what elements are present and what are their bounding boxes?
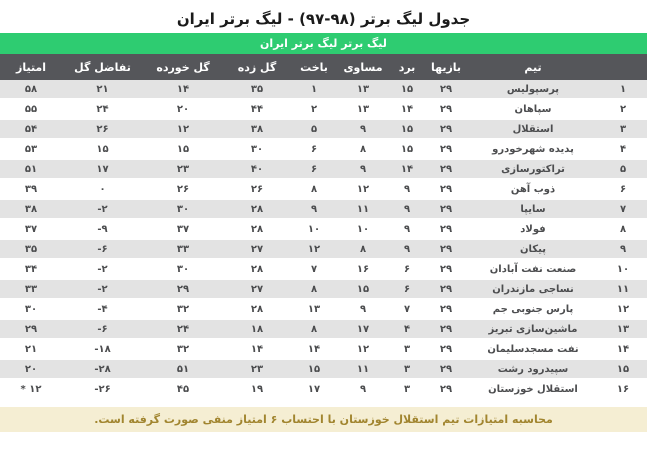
table-row — [0, 179, 647, 199]
goal-diff-cell: -۲۶ — [62, 379, 143, 399]
goals-against-cell: ۲۹ — [143, 279, 223, 299]
goals-against-cell: ۱۲ — [143, 119, 223, 139]
lost-cell: ۵ — [291, 119, 337, 139]
goals-for-cell: ۳۰ — [223, 139, 291, 159]
goals-for-cell: ۴۴ — [223, 99, 291, 119]
goals-against-cell: ۱۵ — [143, 139, 223, 159]
table-row — [0, 319, 647, 339]
points-cell: ۳۰ — [0, 299, 62, 319]
points-cell: ۵۴ — [0, 119, 62, 139]
lost-cell: ۷ — [291, 259, 337, 279]
goals-for-cell: ۲۸ — [223, 259, 291, 279]
footnote-bar: محاسبه امتیازات تیم استقلال خوزستان با احتساب ۶ امتیاز منفی صورت گرفته است. — [0, 407, 647, 432]
lost-cell: ۱۷ — [291, 379, 337, 399]
table-row — [0, 80, 647, 99]
goal-diff-cell: -۱۸ — [62, 339, 143, 359]
goals-against-cell: ۵۱ — [143, 359, 223, 379]
lost-cell: ۱۲ — [291, 239, 337, 259]
won-cell: ۱۵ — [389, 80, 425, 99]
table-row — [0, 359, 647, 379]
goal-diff-cell: -۲ — [62, 259, 143, 279]
rank-cell: ۳ — [599, 119, 647, 139]
goals-against-cell: ۲۳ — [143, 159, 223, 179]
team-name: صنعت نفت آبادان — [467, 259, 599, 279]
goals-for-cell: ۴۰ — [223, 159, 291, 179]
lost-cell: ۸ — [291, 179, 337, 199]
points-cell: ۳۸ — [0, 199, 62, 219]
goal-diff-cell: -۲ — [62, 279, 143, 299]
column-header-lost: باخت — [291, 54, 337, 80]
drawn-cell: ۱۶ — [337, 259, 389, 279]
points-cell: ۲۱ — [0, 339, 62, 359]
rank-cell: ۱۳ — [599, 319, 647, 339]
goal-diff-cell: ۱۵ — [62, 139, 143, 159]
drawn-cell: ۱۳ — [337, 99, 389, 119]
table-row — [0, 379, 647, 399]
drawn-cell: ۹ — [337, 119, 389, 139]
points-cell: ۲۰ — [0, 359, 62, 379]
drawn-cell: ۱۱ — [337, 199, 389, 219]
table-row — [0, 119, 647, 139]
goal-diff-cell: -۴ — [62, 299, 143, 319]
standings-table — [0, 54, 647, 400]
played-cell: ۲۹ — [425, 239, 467, 259]
rank-cell: ۷ — [599, 199, 647, 219]
goal-diff-cell: ۲۴ — [62, 99, 143, 119]
lost-cell: ۱۵ — [291, 359, 337, 379]
won-cell: ۴ — [389, 319, 425, 339]
table-row — [0, 139, 647, 159]
played-cell: ۲۹ — [425, 119, 467, 139]
team-name: استقلال خوزستان — [467, 379, 599, 399]
lost-cell: ۸ — [291, 279, 337, 299]
goal-diff-cell: ۲۶ — [62, 119, 143, 139]
rank-cell: ۱۴ — [599, 339, 647, 359]
goals-for-cell: ۳۵ — [223, 80, 291, 99]
won-cell: ۳ — [389, 339, 425, 359]
goals-for-cell: ۱۸ — [223, 319, 291, 339]
lost-cell: ۹ — [291, 199, 337, 219]
won-cell: ۶ — [389, 279, 425, 299]
points-cell: ۳۳ — [0, 279, 62, 299]
goal-diff-cell: -۲ — [62, 199, 143, 219]
won-cell: ۹ — [389, 199, 425, 219]
won-cell: ۹ — [389, 179, 425, 199]
rank-cell: ۶ — [599, 179, 647, 199]
drawn-cell: ۱۱ — [337, 359, 389, 379]
goal-diff-cell: -۲۸ — [62, 359, 143, 379]
goals-against-cell: ۳۷ — [143, 219, 223, 239]
column-header-goal-diff: تفاضل گل — [62, 54, 143, 80]
column-header-rank — [599, 54, 647, 80]
goals-against-cell: ۳۲ — [143, 299, 223, 319]
table-row — [0, 99, 647, 119]
table-row — [0, 299, 647, 319]
goals-for-cell: ۳۸ — [223, 119, 291, 139]
won-cell: ۶ — [389, 259, 425, 279]
played-cell: ۲۹ — [425, 179, 467, 199]
points-cell: ۲۹ — [0, 319, 62, 339]
team-name: سایپا — [467, 199, 599, 219]
played-cell: ۲۹ — [425, 299, 467, 319]
team-name: پدیده شهرخودرو — [467, 139, 599, 159]
won-cell: ۱۴ — [389, 159, 425, 179]
goal-diff-cell: ۲۱ — [62, 80, 143, 99]
rank-cell: ۱۰ — [599, 259, 647, 279]
lost-cell: ۶ — [291, 159, 337, 179]
played-cell: ۲۹ — [425, 259, 467, 279]
lost-cell: ۱۴ — [291, 339, 337, 359]
points-cell: ۵۸ — [0, 80, 62, 99]
goals-against-cell: ۲۶ — [143, 179, 223, 199]
rank-cell: ۸ — [599, 219, 647, 239]
drawn-cell: ۱۲ — [337, 179, 389, 199]
goal-diff-cell: -۶ — [62, 319, 143, 339]
rank-cell: ۵ — [599, 159, 647, 179]
rank-cell: ۲ — [599, 99, 647, 119]
table-row — [0, 219, 647, 239]
points-cell: ۳۵ — [0, 239, 62, 259]
won-cell: ۳ — [389, 379, 425, 399]
points-cell: ۳۷ — [0, 219, 62, 239]
goals-for-cell: ۲۳ — [223, 359, 291, 379]
won-cell: ۱۴ — [389, 99, 425, 119]
points-cell: ۳۴ — [0, 259, 62, 279]
goals-against-cell: ۲۰ — [143, 99, 223, 119]
won-cell: ۹ — [389, 239, 425, 259]
rank-cell: ۱۶ — [599, 379, 647, 399]
goal-diff-cell: -۹ — [62, 219, 143, 239]
column-header-goals-for: گل زده — [223, 54, 291, 80]
played-cell: ۲۹ — [425, 99, 467, 119]
goals-against-cell: ۲۴ — [143, 319, 223, 339]
team-name: پرسپولیس — [467, 80, 599, 99]
table-row — [0, 199, 647, 219]
team-name: نفت مسجدسلیمان — [467, 339, 599, 359]
rank-cell: ۱۵ — [599, 359, 647, 379]
team-name: ماشین‌سازی تبریز — [467, 319, 599, 339]
won-cell: ۳ — [389, 359, 425, 379]
goals-against-cell: ۳۳ — [143, 239, 223, 259]
column-header-won: برد — [389, 54, 425, 80]
team-name: تراکتورسازی — [467, 159, 599, 179]
won-cell: ۱۵ — [389, 119, 425, 139]
table-row — [0, 259, 647, 279]
drawn-cell: ۸ — [337, 139, 389, 159]
goals-against-cell: ۱۴ — [143, 80, 223, 99]
rank-cell: ۱۲ — [599, 299, 647, 319]
played-cell: ۲۹ — [425, 379, 467, 399]
goals-against-cell: ۴۵ — [143, 379, 223, 399]
team-name: استقلال — [467, 119, 599, 139]
points-cell: ۵۵ — [0, 99, 62, 119]
league-banner: لیگ برتر لیگ برتر ایران — [0, 33, 647, 54]
played-cell: ۲۹ — [425, 359, 467, 379]
rank-cell: ۱۱ — [599, 279, 647, 299]
lost-cell: ۱ — [291, 80, 337, 99]
column-header-goals-against: گل خورده — [143, 54, 223, 80]
goals-for-cell: ۱۴ — [223, 339, 291, 359]
points-cell: ۵۱ — [0, 159, 62, 179]
team-name: نساجی مازندران — [467, 279, 599, 299]
goal-diff-cell: ۰ — [62, 179, 143, 199]
played-cell: ۲۹ — [425, 199, 467, 219]
page-title: جدول لیگ برتر ⁦(۹۷-۹۸)⁩ - لیگ برتر ایران — [176, 10, 471, 28]
goals-for-cell: ۲۸ — [223, 219, 291, 239]
drawn-cell: ۹ — [337, 299, 389, 319]
goals-for-cell: ۲۷ — [223, 279, 291, 299]
team-name: سپیدرود رشت — [467, 359, 599, 379]
team-name: پارس جنوبی جم — [467, 299, 599, 319]
table-row — [0, 239, 647, 259]
goals-for-cell: ۱۹ — [223, 379, 291, 399]
played-cell: ۲۹ — [425, 319, 467, 339]
played-cell: ۲۹ — [425, 339, 467, 359]
drawn-cell: ۹ — [337, 159, 389, 179]
table-row — [0, 159, 647, 179]
drawn-cell: ۹ — [337, 379, 389, 399]
team-name: سپاهان — [467, 99, 599, 119]
rank-cell: ۱ — [599, 80, 647, 99]
table-row — [0, 339, 647, 359]
column-header-team: تیم — [467, 54, 599, 80]
played-cell: ۲۹ — [425, 219, 467, 239]
won-cell: ۷ — [389, 299, 425, 319]
goals-for-cell: ۲۸ — [223, 299, 291, 319]
column-header-points: امتیاز — [0, 54, 62, 80]
played-cell: ۲۹ — [425, 139, 467, 159]
points-cell: * ۱۲ — [0, 379, 62, 399]
team-name: فولاد — [467, 219, 599, 239]
goal-diff-cell: ۱۷ — [62, 159, 143, 179]
drawn-cell: ۱۲ — [337, 339, 389, 359]
goals-against-cell: ۳۲ — [143, 339, 223, 359]
drawn-cell: ۱۰ — [337, 219, 389, 239]
lost-cell: ۱۰ — [291, 219, 337, 239]
drawn-cell: ۱۷ — [337, 319, 389, 339]
column-header-drawn: مساوی — [337, 54, 389, 80]
lost-cell: ۱۳ — [291, 299, 337, 319]
table-header-row — [0, 54, 647, 80]
lost-cell: ۲ — [291, 99, 337, 119]
won-cell: ۱۵ — [389, 139, 425, 159]
points-cell: ۵۳ — [0, 139, 62, 159]
played-cell: ۲۹ — [425, 159, 467, 179]
drawn-cell: ۸ — [337, 239, 389, 259]
lost-cell: ۶ — [291, 139, 337, 159]
team-name: ذوب آهن — [467, 179, 599, 199]
goal-diff-cell: -۶ — [62, 239, 143, 259]
table-row — [0, 279, 647, 299]
rank-cell: ۴ — [599, 139, 647, 159]
lost-cell: ۸ — [291, 319, 337, 339]
played-cell: ۲۹ — [425, 80, 467, 99]
goals-for-cell: ۲۷ — [223, 239, 291, 259]
goals-for-cell: ۲۸ — [223, 199, 291, 219]
won-cell: ۹ — [389, 219, 425, 239]
goals-against-cell: ۳۰ — [143, 259, 223, 279]
team-name: پیکان — [467, 239, 599, 259]
goals-against-cell: ۳۰ — [143, 199, 223, 219]
rank-cell: ۹ — [599, 239, 647, 259]
drawn-cell: ۱۵ — [337, 279, 389, 299]
drawn-cell: ۱۳ — [337, 80, 389, 99]
played-cell: ۲۹ — [425, 279, 467, 299]
goals-for-cell: ۲۶ — [223, 179, 291, 199]
column-header-played: بازیها — [425, 54, 467, 80]
points-cell: ۳۹ — [0, 179, 62, 199]
